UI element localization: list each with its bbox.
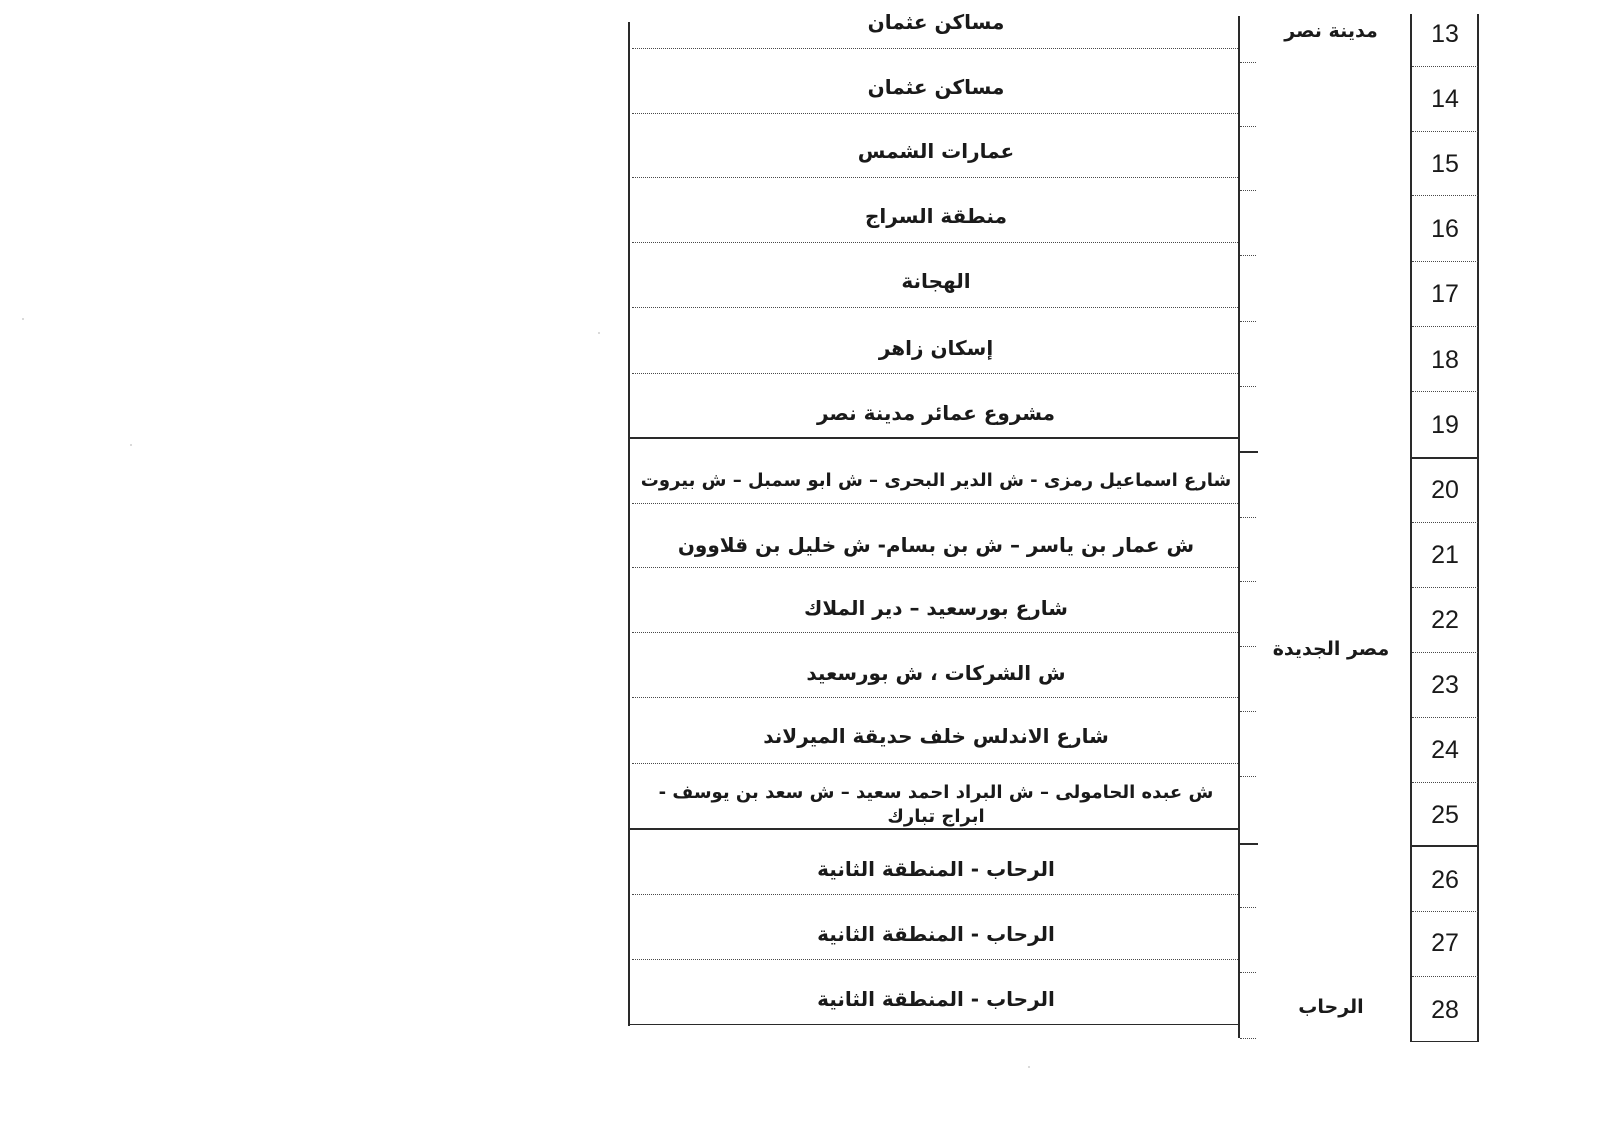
address-cell: الرحاب - المنطقة الثانية bbox=[817, 987, 1055, 1011]
address-column-border bbox=[1238, 16, 1240, 1038]
row-number: 21 bbox=[1431, 541, 1459, 569]
number-separator bbox=[1412, 131, 1478, 132]
row-number: 18 bbox=[1431, 346, 1459, 374]
number-separator bbox=[1412, 522, 1478, 523]
address-cell: ش عبده الحامولى – ش البراد احمد سعيد – ش سعد بن يوسف - ابراج تبارك bbox=[658, 782, 1214, 827]
row-number: 23 bbox=[1431, 671, 1459, 699]
number-separator bbox=[1412, 976, 1478, 977]
row-separator bbox=[632, 113, 1238, 114]
row-separator bbox=[632, 959, 1238, 960]
row-number: 17 bbox=[1431, 280, 1459, 308]
row-number: 14 bbox=[1431, 85, 1459, 113]
address-cell: مساكن عثمان bbox=[867, 10, 1005, 34]
row-separator-stub bbox=[1240, 321, 1256, 322]
address-cell: عمارات الشمس bbox=[857, 139, 1015, 163]
address-cell: ش الشركات ، ش بورسعيد bbox=[806, 661, 1066, 685]
address-cell: منطقة السراج bbox=[865, 204, 1007, 228]
row-number: 15 bbox=[1431, 150, 1459, 178]
address-cell: شارع الاندلس خلف حديقة الميرلاند bbox=[763, 724, 1109, 748]
row-number: 19 bbox=[1431, 411, 1459, 439]
address-cell: شارع بورسعيد – دير الملاك bbox=[804, 596, 1068, 620]
scan-speck bbox=[22, 318, 24, 320]
row-separator-stub bbox=[1240, 62, 1256, 63]
address-cell: مشروع عمائر مدينة نصر bbox=[816, 401, 1056, 425]
group-separator-right bbox=[1240, 843, 1258, 845]
group-separator-number bbox=[1410, 845, 1478, 847]
number-separator bbox=[1412, 652, 1478, 653]
row-separator bbox=[632, 567, 1238, 568]
row-separator bbox=[632, 697, 1238, 698]
row-number: 13 bbox=[1431, 20, 1459, 48]
table-bottom-border bbox=[628, 1024, 1240, 1025]
row-separator bbox=[632, 373, 1238, 374]
address-cell: الرحاب - المنطقة الثانية bbox=[817, 857, 1055, 881]
number-separator bbox=[1412, 391, 1478, 392]
number-separator bbox=[1412, 911, 1478, 912]
area-cell-nasr-city: مدينة نصر bbox=[1284, 20, 1378, 42]
number-separator bbox=[1412, 261, 1478, 262]
row-number: 16 bbox=[1431, 215, 1459, 243]
group-separator-left bbox=[628, 437, 1240, 439]
row-separator-stub bbox=[1240, 972, 1256, 973]
row-separator-stub bbox=[1240, 517, 1256, 518]
row-separator bbox=[632, 763, 1238, 764]
area-cell-rehab: الرحاب bbox=[1298, 996, 1364, 1018]
row-number: 20 bbox=[1431, 476, 1459, 504]
address-cell: مساكن عثمان bbox=[867, 75, 1005, 99]
number-separator bbox=[1412, 587, 1478, 588]
row-separator-stub bbox=[1240, 1038, 1256, 1039]
row-separator bbox=[632, 503, 1238, 504]
row-number: 22 bbox=[1431, 606, 1459, 634]
number-separator bbox=[1412, 66, 1478, 67]
address-cell: شارع اسماعيل رمزى - ش الدير البحرى – ش ابو سمبل – ش بيروت bbox=[640, 470, 1232, 491]
address-cell: الهجانة bbox=[901, 269, 971, 293]
area-cell-heliopolis: مصر الجديدة bbox=[1272, 638, 1390, 660]
row-separator bbox=[632, 242, 1238, 243]
row-separator bbox=[632, 632, 1238, 633]
scan-speck bbox=[130, 444, 132, 446]
row-separator-stub bbox=[1240, 386, 1256, 387]
number-separator bbox=[1412, 326, 1478, 327]
row-separator-stub bbox=[1240, 646, 1256, 647]
number-separator bbox=[1412, 717, 1478, 718]
group-separator-right bbox=[1240, 451, 1258, 453]
row-number: 28 bbox=[1431, 996, 1459, 1024]
scan-speck bbox=[598, 332, 600, 334]
row-separator bbox=[632, 894, 1238, 895]
row-separator bbox=[632, 177, 1238, 178]
row-separator-stub bbox=[1240, 126, 1256, 127]
row-number: 26 bbox=[1431, 866, 1459, 894]
row-separator bbox=[632, 48, 1238, 49]
address-cell: ش عمار بن ياسر – ش بن بسام- ش خليل بن قلاوون bbox=[677, 533, 1195, 557]
table-left-border bbox=[628, 22, 630, 1026]
row-separator bbox=[632, 307, 1238, 308]
address-cell: الرحاب - المنطقة الثانية bbox=[817, 922, 1055, 946]
row-separator-stub bbox=[1240, 776, 1256, 777]
scan-speck bbox=[1028, 1066, 1030, 1068]
row-separator-stub bbox=[1240, 581, 1256, 582]
table-bottom-border bbox=[1410, 1041, 1478, 1042]
address-cell: إسكان زاهر bbox=[878, 336, 994, 360]
row-separator-stub bbox=[1240, 907, 1256, 908]
row-separator-stub bbox=[1240, 190, 1256, 191]
row-separator-stub bbox=[1240, 255, 1256, 256]
number-separator bbox=[1412, 195, 1478, 196]
number-separator bbox=[1412, 782, 1478, 783]
row-number: 27 bbox=[1431, 929, 1459, 957]
group-separator-number bbox=[1410, 457, 1478, 459]
row-number: 24 bbox=[1431, 736, 1459, 764]
row-number: 25 bbox=[1431, 801, 1459, 829]
row-separator-stub bbox=[1240, 711, 1256, 712]
